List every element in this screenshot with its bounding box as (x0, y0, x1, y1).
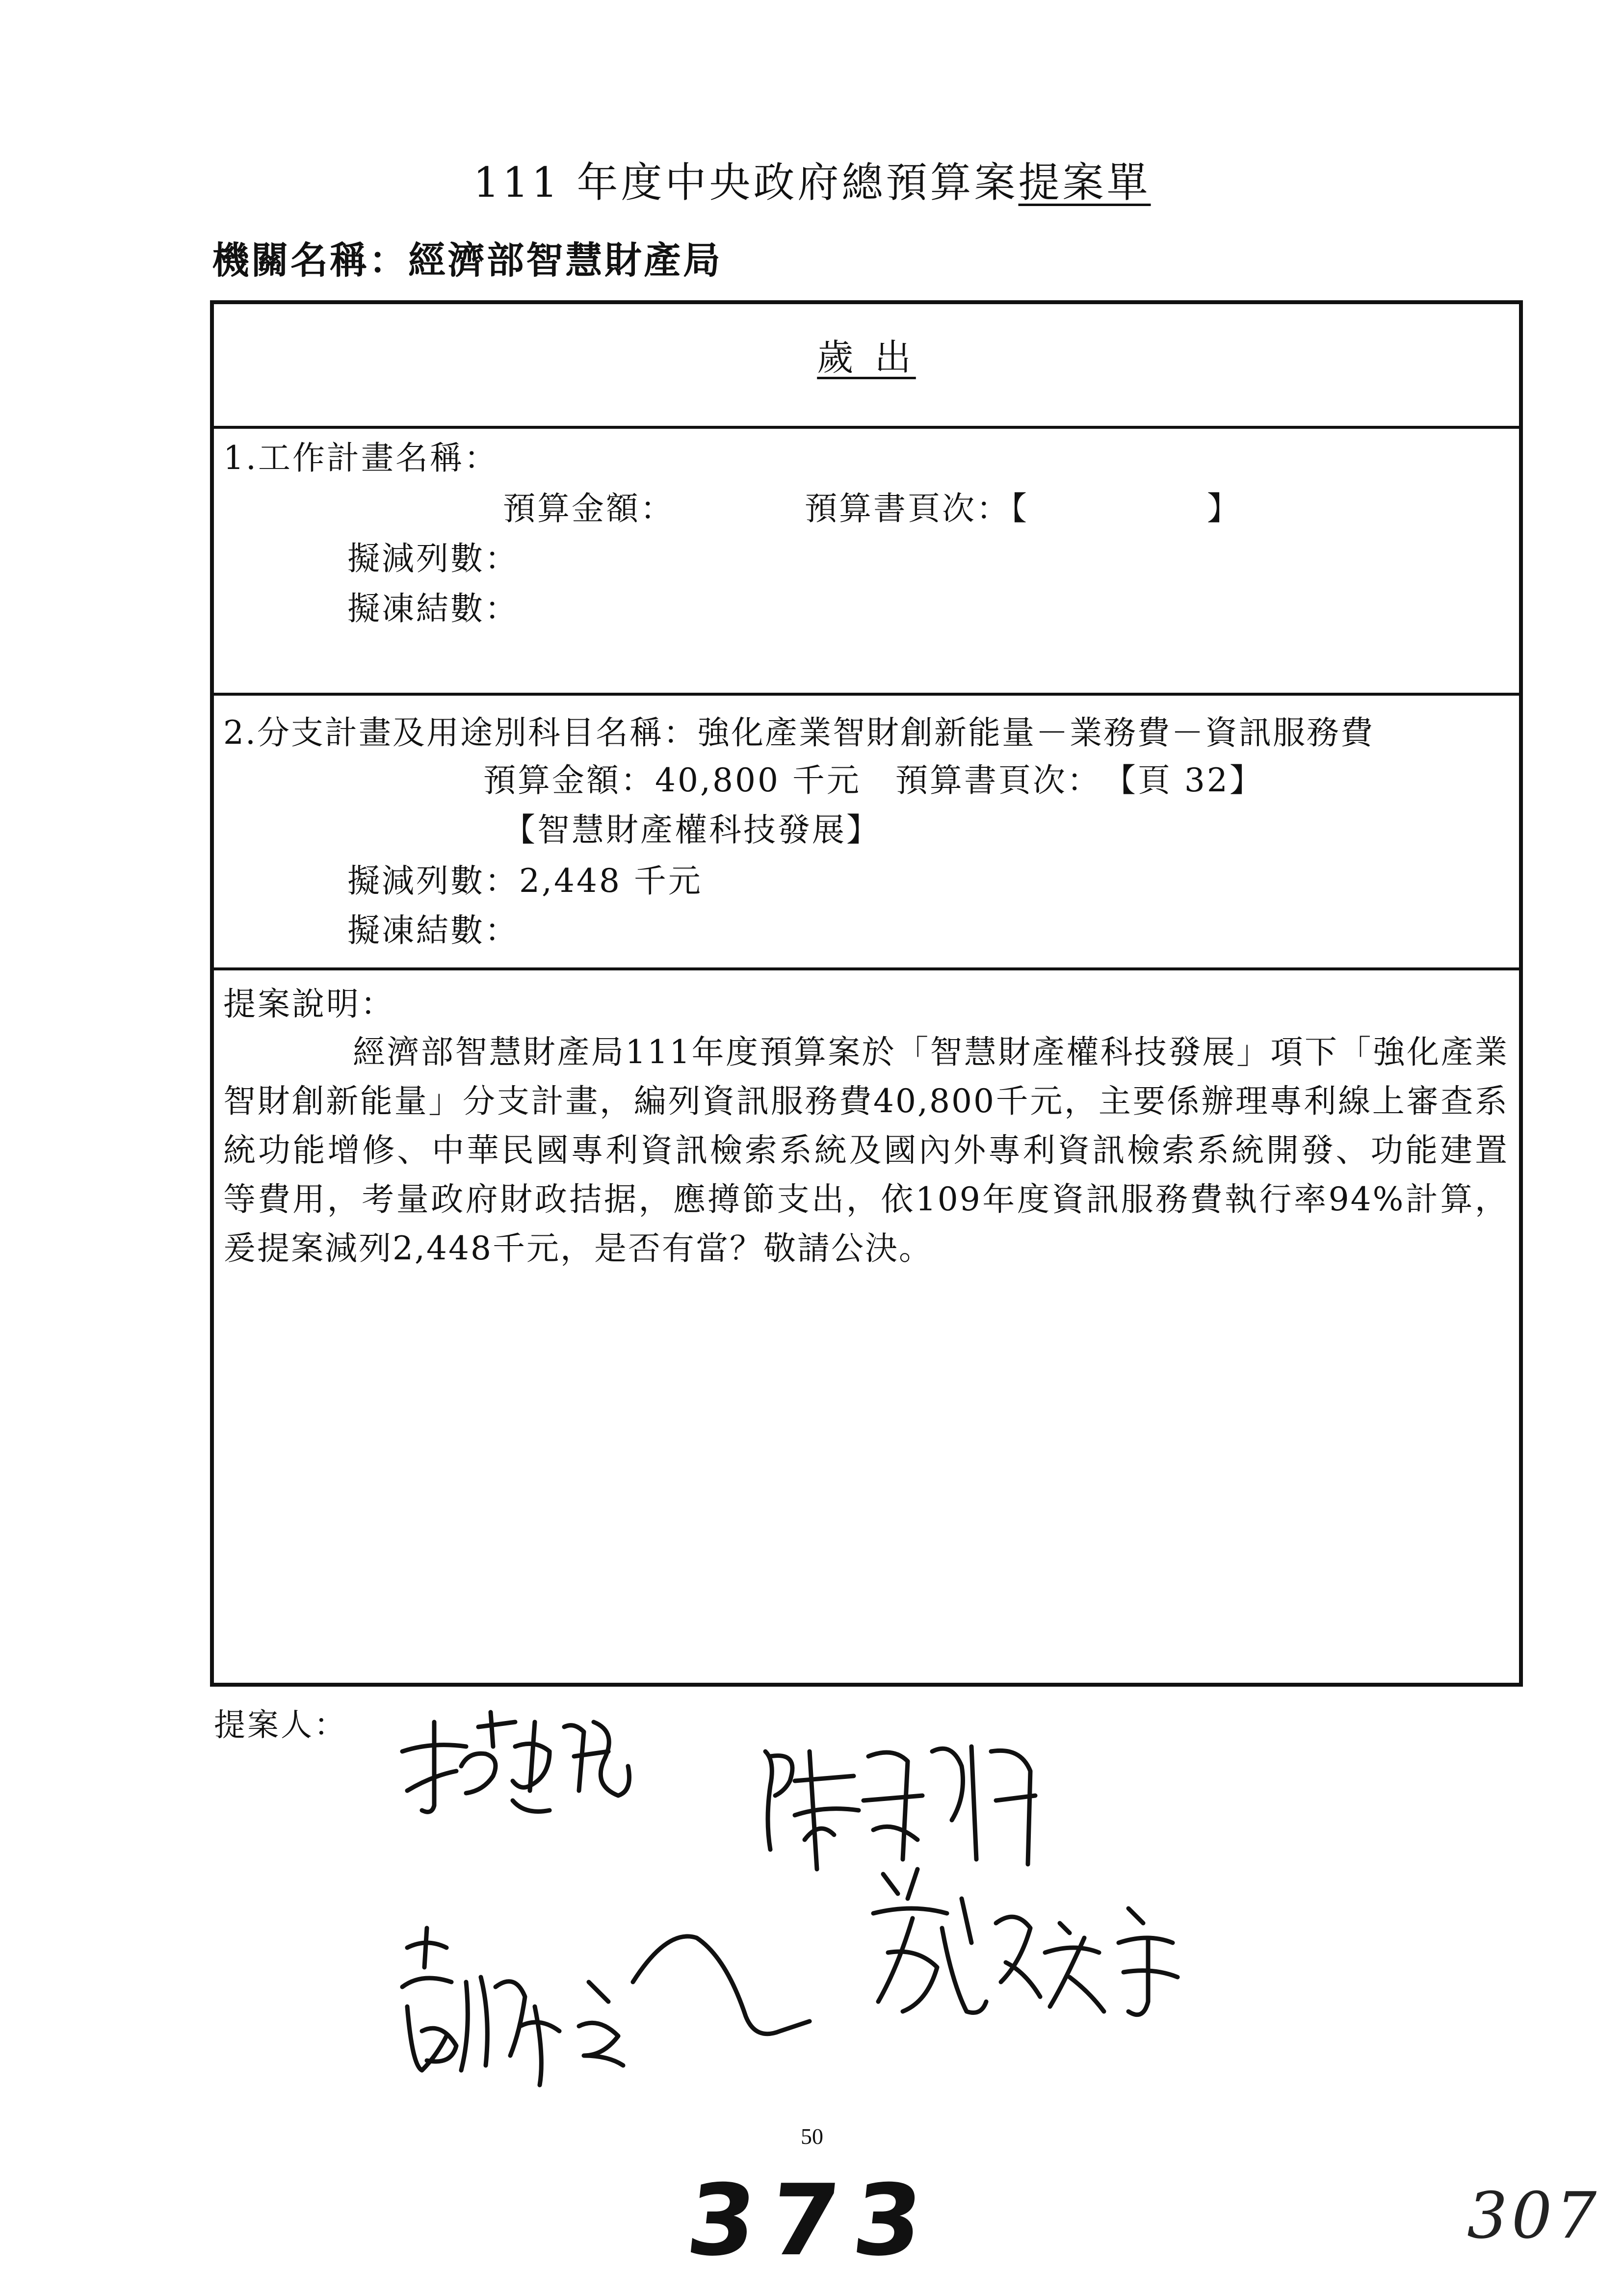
handwritten-corner-number: 307 (1467, 2178, 1601, 2253)
signature-3 (393, 1908, 859, 2114)
page-number: 50 (801, 2124, 823, 2149)
item2-program-line: 【智慧財產權科技發展】 (503, 811, 881, 849)
proposer-label: 提案人： (214, 1707, 347, 1744)
handwritten-number: 373 (681, 2164, 943, 2278)
explanation-text: 經濟部智慧財產局111年度預算案於「智慧財產權科技發展」項下「強化產業智財創新能量」分支計畫，編列資訊服務費40,800千元，主要係辦理專利線上審查系統功能增修、中華民國專利資訊檢索系統及國內外專利資訊檢索系統開發、功能建置等費用，考量政府財政拮据，應撙節支出，依109年度資訊服務費執行率94%計算，爰提案減列2,448千元，是否有當？敬請公決。 (223, 1033, 1509, 1267)
expenditure-heading: 歲 出 (817, 337, 916, 379)
agency-name: 經濟部智慧財產局 (408, 238, 722, 282)
explanation-label: 提案說明： (223, 985, 395, 1023)
agency-line (212, 231, 722, 284)
agency-label: 機關名稱： (212, 238, 408, 282)
item2-name-line: 2.分支計畫及用途別科目名稱：強化產業智財創新能量－業務費－資訊服務費 (223, 714, 1374, 752)
title-main: 111 年度中央政府總預算案 (473, 158, 1019, 207)
item1-name-label: 1.工作計畫名稱： (223, 439, 498, 477)
row-divider-item2 (210, 967, 1523, 970)
item1-freeze-label: 擬凍結數： (347, 590, 519, 627)
signature-1 (388, 1693, 643, 1840)
item2-amount-line: 預算金額：40,800 千元 預算書頁次： 【頁 32】 (483, 761, 1264, 799)
signature-4 (854, 1854, 1207, 2041)
item1-amount-label: 預算金額： (503, 490, 675, 527)
item2-reduce-line: 擬減列數：2,448 千元 (347, 862, 703, 900)
document-title (0, 150, 1624, 209)
item1-page-label: 預算書頁次：【 (805, 490, 1029, 527)
item2-freeze-label: 擬凍結數： (347, 912, 519, 949)
item1-page-close: 】 (1207, 490, 1241, 527)
row-divider-heading (210, 426, 1523, 429)
item1-reduce-label: 擬減列數： (347, 540, 519, 577)
row-divider-item1 (210, 693, 1523, 696)
title-suffix: 提案單 (1018, 158, 1151, 207)
